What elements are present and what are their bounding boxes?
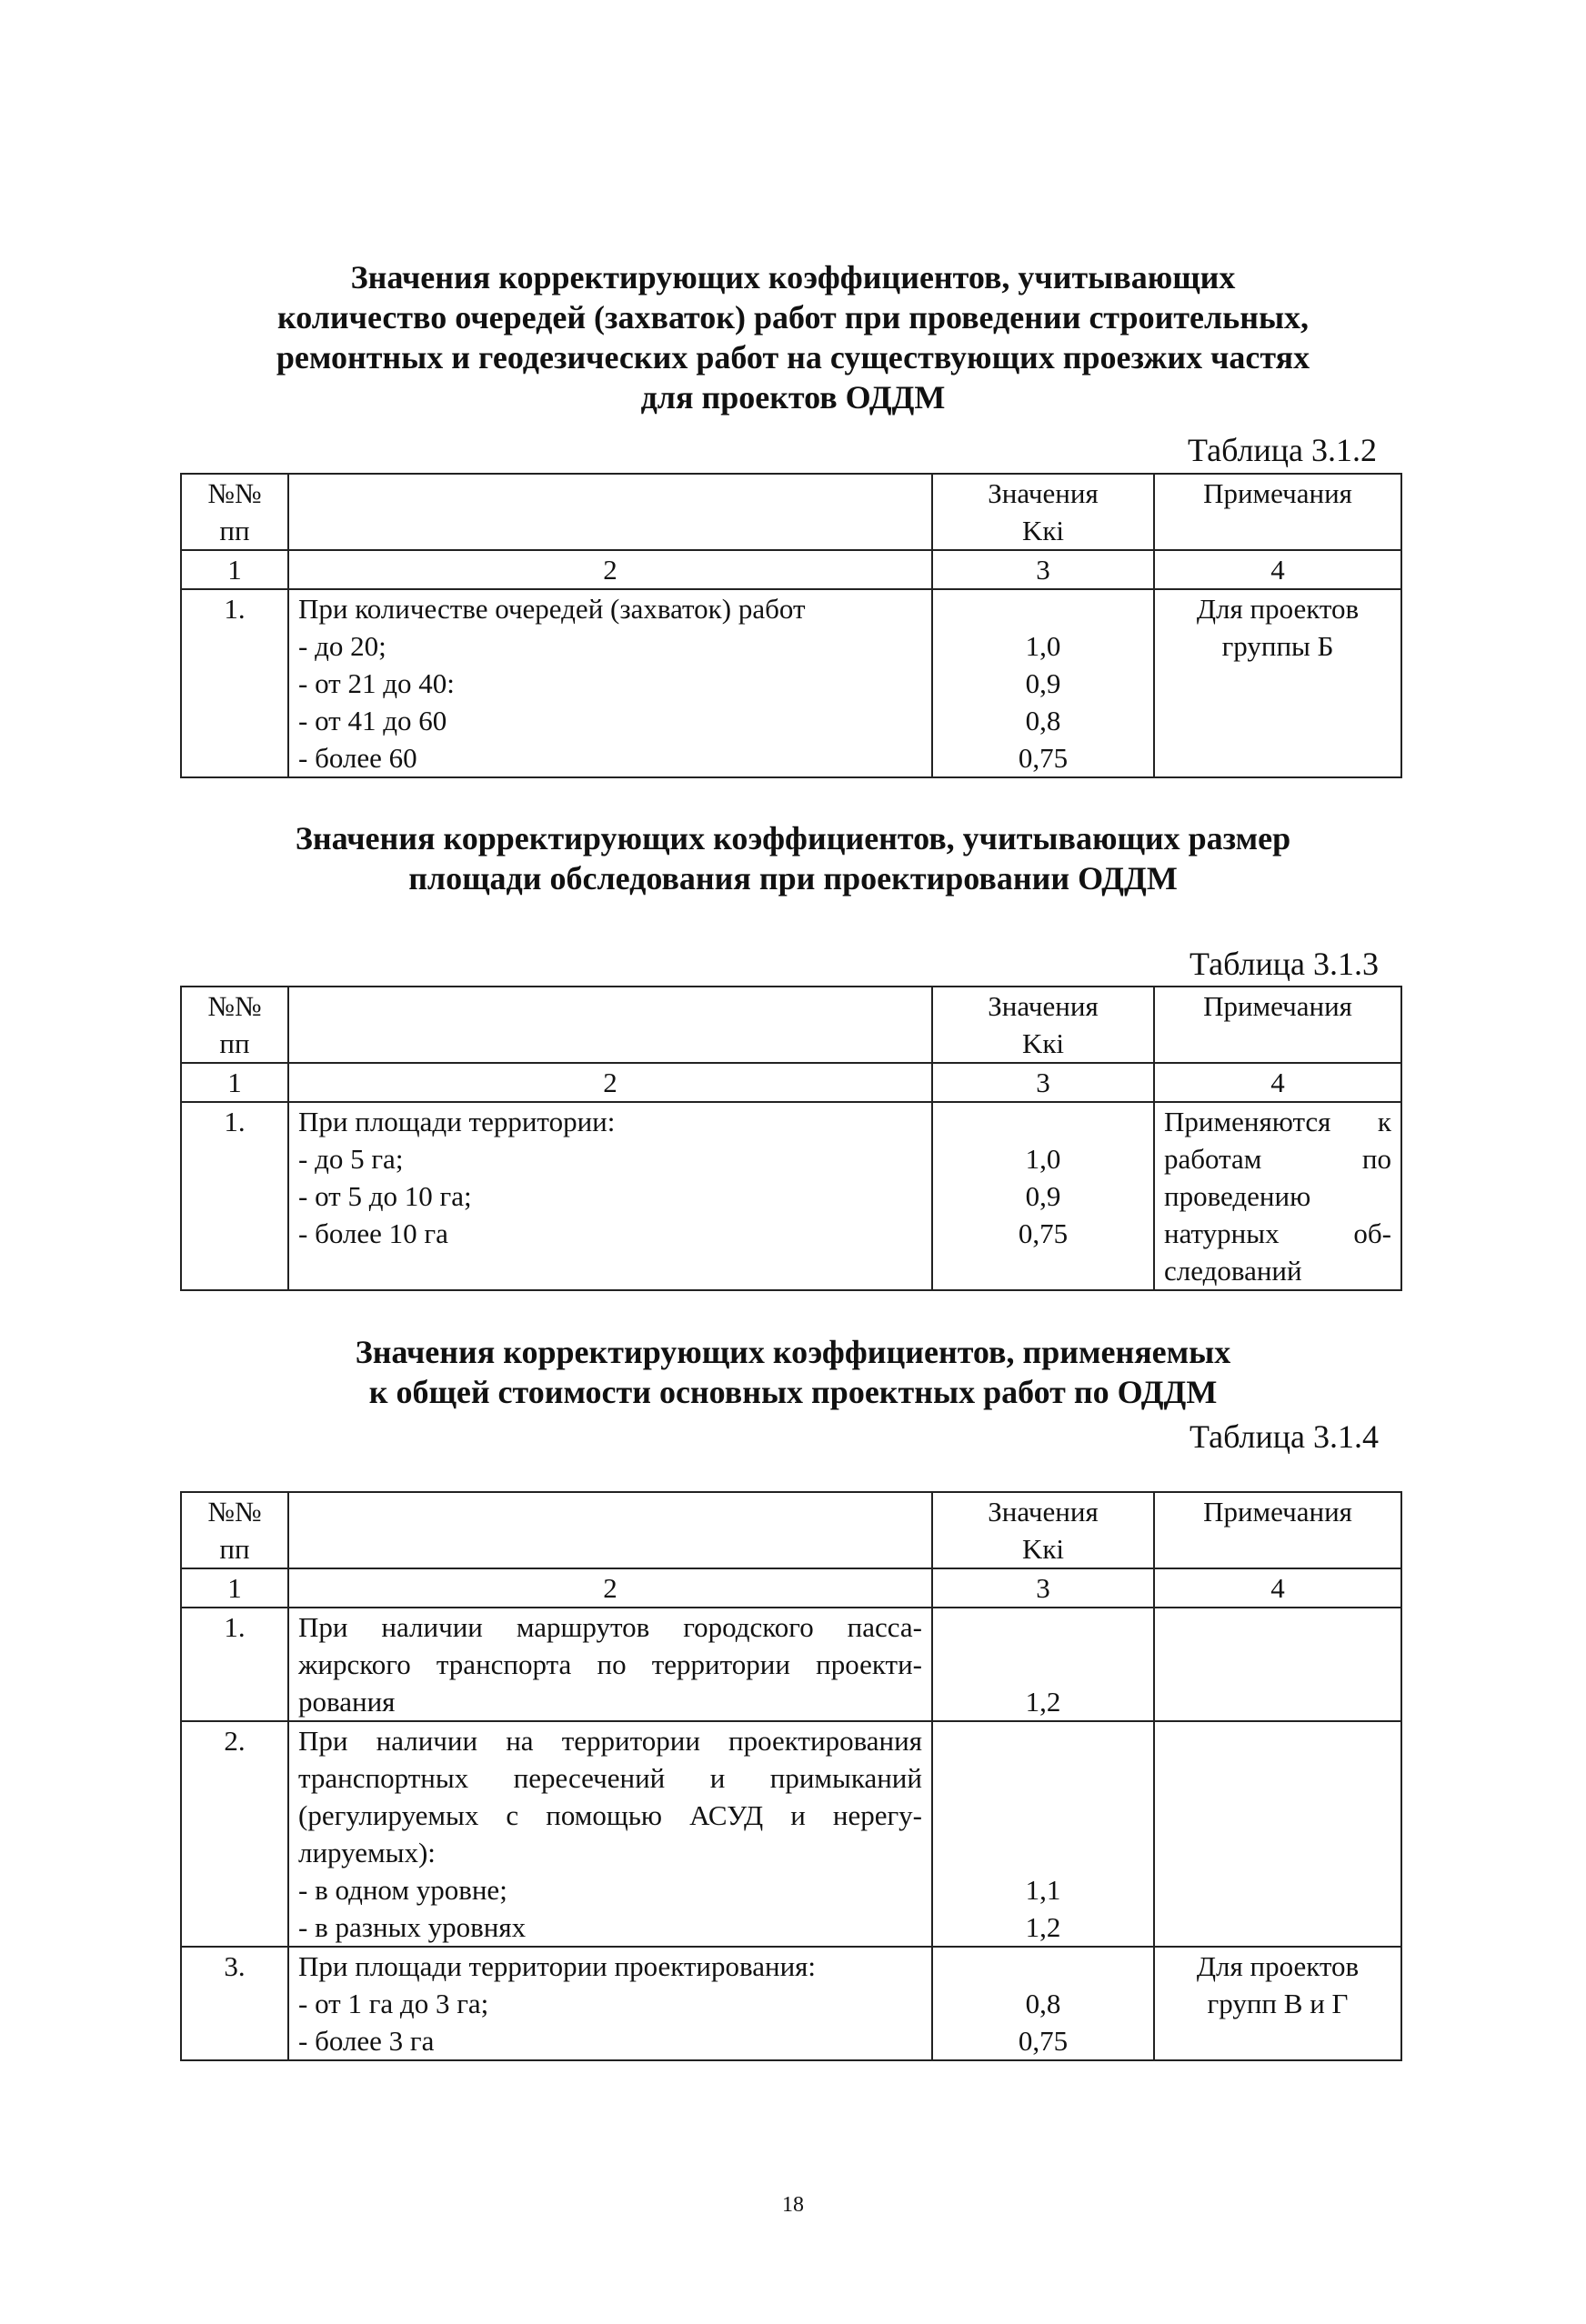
row-text (288, 1608, 932, 1721)
header-values-label: Значения (988, 990, 1099, 1022)
row-text-line: При площади территории проектирования: (298, 1950, 817, 1982)
table1 (180, 473, 1402, 778)
table2-caption: Таблица 3.1.3 (1190, 946, 1379, 982)
row-value: 0,75 (1018, 742, 1069, 774)
col-number: 2 (288, 550, 932, 589)
row-value (942, 1722, 1144, 1759)
row-text-line: - от 5 до 10 га; (298, 1180, 472, 1212)
page-number: 18 (782, 2193, 804, 2217)
row-text-line: При количестве очередей (захваток) работ (298, 593, 806, 625)
row-note-line: группы Б (1221, 630, 1334, 662)
row-text-line: При наличии маршрутов городского пасса- (298, 1611, 922, 1643)
row-note-line: натурных об- (1164, 1217, 1391, 1249)
row-text-line: - до 20; (298, 630, 386, 662)
row-text-line: - более 10 га (298, 1217, 448, 1249)
table-header-row (181, 987, 1401, 1063)
header-values-symbol: Kкі (1021, 1533, 1065, 1565)
row-values (932, 1947, 1154, 2060)
table2-heading-line: Значения корректирующих коэффициентов, учитывающих размер (295, 820, 1291, 856)
row-values (932, 1102, 1154, 1290)
row-value: 1,2 (1025, 1911, 1061, 1943)
table-row (181, 1947, 1401, 2060)
row-text-line: транспортных пересечений и примыканий (298, 1762, 922, 1794)
row-text-line: - от 1 га до 3 га; (298, 1988, 489, 2019)
row-value (942, 1759, 1144, 1797)
row-value: 0,8 (1025, 1988, 1061, 2019)
row-text-line: - в разных уровнях (298, 1911, 527, 1943)
row-num: 1. (181, 1102, 288, 1290)
col-number: 4 (1154, 1568, 1401, 1608)
row-value: 0,8 (1025, 705, 1061, 736)
table1-heading (0, 257, 1586, 417)
header-values-label: Значения (988, 477, 1099, 509)
row-text-line: рования (298, 1686, 396, 1718)
col-number: 1 (181, 1063, 288, 1102)
col-number: 1 (181, 1568, 288, 1608)
header-num (181, 474, 288, 550)
row-value (942, 590, 1144, 627)
header-values-symbol: Kкі (1021, 515, 1065, 546)
header-notes: Примечания (1154, 987, 1401, 1063)
row-notes (1154, 1608, 1401, 1721)
row-values (932, 1721, 1154, 1947)
row-text-line: (регулируемых с помощью АСУД и нерегу- (298, 1799, 922, 1831)
header-values-symbol: Kкі (1021, 1027, 1065, 1059)
row-note-line: Для проектов (1196, 593, 1360, 625)
row-value: 0,75 (1018, 1217, 1069, 1249)
table3-heading-line: Значения корректирующих коэффициентов, применяемых (355, 1334, 1231, 1370)
header-values-label: Значения (988, 1496, 1099, 1528)
col-number: 1 (181, 550, 288, 589)
row-text-line: жирского транспорта по территории проекти- (298, 1648, 922, 1680)
table1-heading-line: для проектов ОДДМ (640, 379, 946, 416)
header-num (181, 987, 288, 1063)
row-value: 0,9 (1025, 667, 1061, 699)
table-row (181, 1102, 1401, 1290)
row-text (288, 1102, 932, 1290)
row-value (942, 1103, 1144, 1140)
row-value (942, 1797, 1144, 1834)
row-text (288, 1721, 932, 1947)
row-text-line: - более 3 га (298, 2025, 435, 2057)
row-value (942, 1834, 1144, 1871)
row-text-line: лируемых): (298, 1837, 436, 1868)
row-value (942, 1948, 1144, 1985)
table3 (180, 1491, 1402, 2061)
row-value: 1,0 (1025, 1143, 1061, 1175)
row-values (932, 1608, 1154, 1721)
col-number: 3 (932, 1063, 1154, 1102)
row-num: 1. (181, 1608, 288, 1721)
col-number: 3 (932, 1568, 1154, 1608)
table-row (181, 589, 1401, 777)
table-header-row (181, 1492, 1401, 1568)
table2-heading (0, 818, 1586, 898)
row-note-line: Для проектов (1196, 1950, 1360, 1982)
table2-heading-line: площади обследования при проектировании ОДДМ (408, 860, 1178, 897)
header-num-line: пп (219, 515, 250, 546)
row-notes (1154, 1721, 1401, 1947)
table3-heading-line: к общей стоимости основных проектных работ по ОДДМ (368, 1374, 1218, 1410)
header-values (932, 987, 1154, 1063)
col-number: 2 (288, 1568, 932, 1608)
table2 (180, 986, 1402, 1291)
table-row (181, 1608, 1401, 1721)
table1-heading-line: ремонтных и геодезических работ на существующих проезжих частях (276, 339, 1310, 376)
row-value (942, 1646, 1144, 1683)
header-num-line: пп (219, 1533, 250, 1565)
col-number: 4 (1154, 1063, 1401, 1102)
row-value: 0,9 (1025, 1180, 1061, 1212)
row-notes (1154, 1102, 1401, 1290)
row-text-line: - до 5 га; (298, 1143, 404, 1175)
row-note-line: работам по (1164, 1143, 1391, 1175)
header-num-line: пп (219, 1027, 250, 1059)
row-text (288, 589, 932, 777)
row-text-line: - в одном уровне; (298, 1874, 507, 1906)
row-notes (1154, 1947, 1401, 2060)
table1-caption: Таблица 3.1.2 (1188, 432, 1377, 468)
row-value: 0,75 (1018, 2025, 1069, 2057)
col-number: 3 (932, 550, 1154, 589)
row-value: 1,1 (1025, 1874, 1061, 1906)
col-number: 4 (1154, 550, 1401, 589)
header-notes: Примечания (1154, 474, 1401, 550)
table1-heading-line: количество очередей (захваток) работ при проведении строительных, (276, 299, 1310, 336)
header-desc (288, 987, 932, 1063)
col-number: 2 (288, 1063, 932, 1102)
table-row (181, 1721, 1401, 1947)
header-num-line: №№ (207, 477, 262, 509)
row-values (932, 589, 1154, 777)
row-value (942, 1608, 1144, 1646)
row-note-line: Применяются к (1164, 1106, 1391, 1137)
table-header-row (181, 474, 1401, 550)
header-num-line: №№ (207, 990, 262, 1022)
column-number-row (181, 1568, 1401, 1608)
row-notes (1154, 589, 1401, 777)
row-note-line: групп В и Г (1207, 1988, 1349, 2019)
row-text-line: При площади территории: (298, 1106, 616, 1137)
column-number-row (181, 550, 1401, 589)
row-num: 3. (181, 1947, 288, 2060)
row-text-line: - от 21 до 40: (298, 667, 455, 699)
table3-heading (0, 1332, 1586, 1412)
header-values (932, 474, 1154, 550)
header-num (181, 1492, 288, 1568)
header-desc (288, 1492, 932, 1568)
column-number-row (181, 1063, 1401, 1102)
header-num-line: №№ (207, 1496, 262, 1528)
row-text-line: - от 41 до 60 (298, 705, 447, 736)
row-text-line: При наличии на территории проектирования (298, 1725, 922, 1757)
row-note-line: проведению (1164, 1180, 1311, 1212)
row-note-line: следований (1164, 1255, 1302, 1287)
row-text (288, 1947, 932, 2060)
table1-heading-line: Значения корректирующих коэффициентов, учитывающих (350, 259, 1236, 296)
table3-caption: Таблица 3.1.4 (1190, 1418, 1379, 1455)
row-num: 2. (181, 1721, 288, 1947)
header-notes: Примечания (1154, 1492, 1401, 1568)
row-num: 1. (181, 589, 288, 777)
row-text-line: - более 60 (298, 742, 417, 774)
header-desc (288, 474, 932, 550)
row-value: 1,2 (1025, 1686, 1061, 1718)
row-value: 1,0 (1025, 630, 1061, 662)
header-values (932, 1492, 1154, 1568)
